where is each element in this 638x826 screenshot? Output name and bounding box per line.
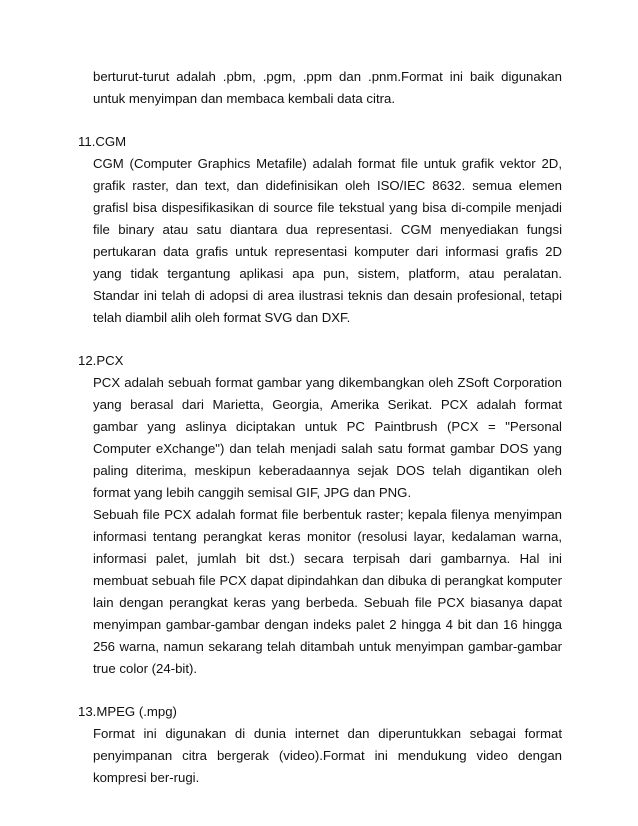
section-pcx	[78, 350, 562, 680]
section-paragraph: PCX adalah sebuah format gambar yang dikembangkan oleh ZSoft Corporation yang berasal dari Marietta, Georgia, Amerika Serikat. PCX adalah format gambar yang aslinya diciptakan untuk PC Paintbrush (PCX = "Personal Computer eXchange") dan telah menjadi salah satu format gambar DOS yang paling diterima, meskipun keberadaannya sejak DOS telah digantikan oleh format yang lebih canggih semisal GIF, JPG dan PNG.	[93, 375, 562, 500]
section-heading: 13.MPEG (.mpg)	[78, 704, 177, 719]
section-heading: 11.CGM	[78, 134, 127, 149]
intro-paragraph: berturut-turut adalah .pbm, .pgm, .ppm dan .pnm.Format ini baik digunakan untuk menyimpan dan membaca kembali data citra.	[93, 69, 562, 106]
section-paragraph: Sebuah file PCX adalah format file berbentuk raster; kepala filenya menyimpan informasi tentang perangkat keras monitor (resolusi layar, kedalaman warna, informasi palet, jumlah bit dst.) secara terpisah dari gambarnya. Hal ini membuat sebuah file PCX dapat dipindahkan dan dibuka di perangkat komputer lain dengan perangkat keras yang berbeda. Sebuah file PCX biasanya dapat menyimpan gambar-gambar dengan indeks palet 2 hingga 4 bit dan 16 hingga 256 warna, namun sekarang telah ditambah untuk menyimpan gambar-gambar true color (24-bit).	[93, 507, 562, 676]
section-paragraph: CGM (Computer Graphics Metafile) adalah format file untuk grafik vektor 2D, grafik raster, dan text, dan didefinisikan oleh ISO/IEC 8632. semua elemen grafisl bisa dispesifikasikan di source file tekstual yang bisa di-compile menjadi file binary atau satu diantara dua representasi. CGM menyediakan fungsi pertukaran data grafis untuk representasi komputer dari informasi grafis 2D yang tidak tergantung aplikasi apa pun, sistem, platform, atau peralatan. Standar ini telah di adopsi di area ilustrasi teknis dan desain profesional, tetapi telah diambil alih oleh format SVG dan DXF.	[93, 156, 562, 325]
section-paragraph: Format ini digunakan di dunia internet dan diperuntukkan sebagai format penyimpanan citra bergerak (video).Format ini mendukung video dengan kompresi ber-rugi.	[93, 726, 562, 785]
document-body	[78, 66, 562, 789]
section-cgm	[78, 131, 562, 329]
section-heading: 12.PCX	[78, 353, 124, 368]
section-mpeg	[78, 701, 562, 789]
